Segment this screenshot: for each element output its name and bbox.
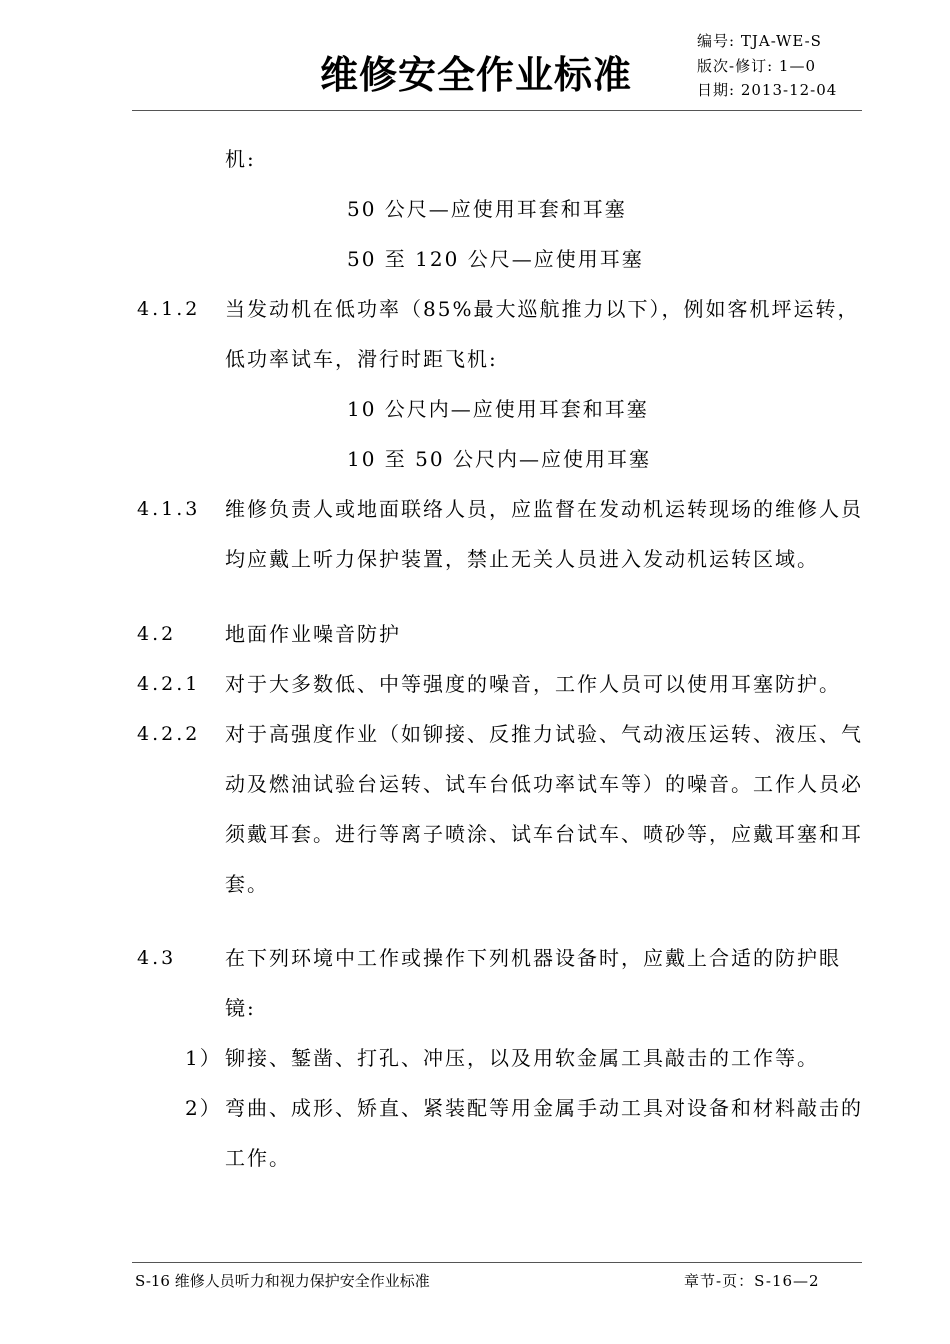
- body-line: 机:: [225, 147, 256, 171]
- list-item: 工作。: [225, 1146, 291, 1170]
- revision-value: 1—0: [778, 57, 816, 75]
- body-line: 须戴耳套。进行等离子喷涂、试车台试车、喷砂等，应戴耳塞和耳: [225, 822, 863, 846]
- date-value: 2013-12-04: [740, 81, 838, 99]
- footer-document-name: S-16 维修人员听力和视力保护安全作业标准: [135, 1272, 430, 1290]
- footer-page-number: 章节-页：S-16—2: [684, 1272, 820, 1290]
- body-line: 50 公尺—应使用耳套和耳塞: [347, 197, 627, 221]
- body-line: 对于高强度作业（如铆接、反推力试验、气动液压运转、液压、气: [225, 722, 863, 746]
- footer-divider: [132, 1262, 862, 1263]
- date-label: 日期:: [697, 81, 736, 99]
- section-number: 4.2.2: [137, 723, 201, 745]
- section-number: 4.2.1: [137, 673, 201, 695]
- date-row: [697, 79, 837, 100]
- body-line: 镜:: [225, 996, 256, 1020]
- doc-number-label: 编号:: [697, 32, 736, 50]
- header-divider: [132, 110, 862, 111]
- list-item-marker: 2）: [185, 1096, 222, 1120]
- doc-number-row: [697, 30, 822, 51]
- body-line: 在下列环境中工作或操作下列机器设备时，应戴上合适的防护眼: [225, 946, 841, 970]
- body-line: 当发动机在低功率（85%最大巡航推力以下），例如客机坪运转，: [225, 297, 860, 321]
- section-heading: 地面作业噪音防护: [225, 622, 401, 646]
- section-number: 4.3: [137, 947, 177, 969]
- list-item: 铆接、錾凿、打孔、冲压，以及用软金属工具敲击的工作等。: [225, 1046, 819, 1070]
- list-item: 弯曲、成形、矫直、紧装配等用金属手动工具对设备和材料敲击的: [225, 1096, 863, 1120]
- body-line: 均应戴上听力保护装置，禁止无关人员进入发动机运转区域。: [225, 547, 819, 571]
- body-line: 动及燃油试验台运转、试车台低功率试车等）的噪音。工作人员必: [225, 772, 863, 796]
- body-line: 维修负责人或地面联络人员，应监督在发动机运转现场的维修人员: [225, 497, 863, 521]
- section-number: 4.2: [137, 623, 177, 645]
- revision-label: 版次-修订:: [697, 57, 774, 75]
- body-line: 对于大多数低、中等强度的噪音，工作人员可以使用耳塞防护。: [225, 672, 841, 696]
- section-number: 4.1.2: [137, 298, 201, 320]
- body-line: 10 公尺内—应使用耳套和耳塞: [347, 397, 649, 421]
- doc-number-value: TJA-WE-S: [740, 32, 822, 50]
- body-line: 50 至 120 公尺—应使用耳塞: [347, 247, 644, 271]
- body-line: 10 至 50 公尺内—应使用耳塞: [347, 447, 651, 471]
- document-title: 维修安全作业标准: [320, 53, 633, 97]
- section-number: 4.1.3: [137, 498, 201, 520]
- body-line: 套。: [225, 872, 269, 896]
- revision-row: [697, 55, 816, 76]
- list-item-marker: 1）: [185, 1046, 222, 1070]
- body-line: 低功率试车，滑行时距飞机:: [225, 347, 498, 371]
